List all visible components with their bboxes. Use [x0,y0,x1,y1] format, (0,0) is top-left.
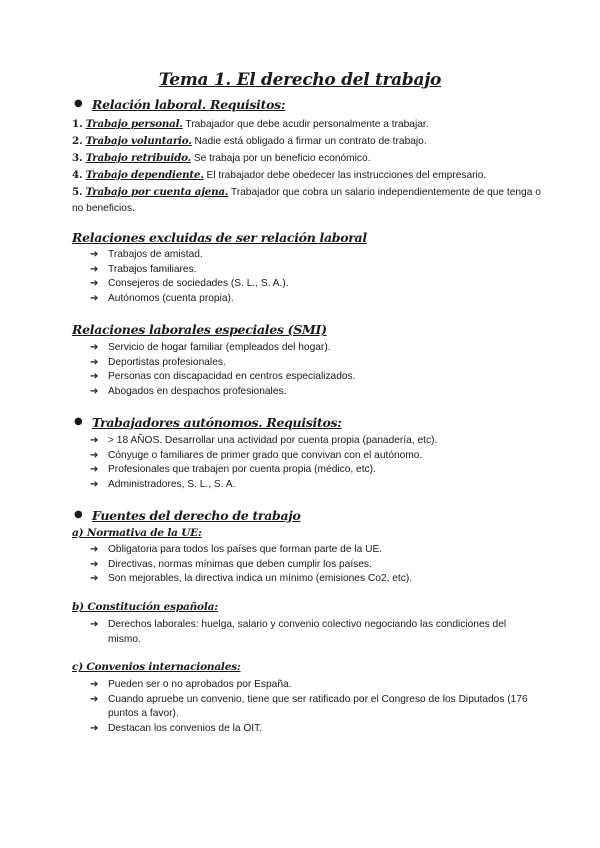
list-item: ➔ Profesionales que trabajen por cuenta propia (médico, etc). [90,463,530,478]
arrow-right-icon: ➔ [90,693,99,705]
arrow-right-icon: ➔ [90,356,99,368]
excluidas-list [90,248,530,307]
list-item: ➔ Autónomos (cuenta propia). [90,292,530,307]
list-item: ➔ Abogados en despachos profesionales. [90,385,530,400]
list-item: ➔ Cónyuge o familiares de primer grado que convivan con el autónomo. [90,449,530,464]
arrow-right-icon: ➔ [90,449,99,461]
arrow-right-icon: ➔ [90,573,99,585]
section-heading-autonomos: ● Trabajadores autónomos. Requisitos: [92,415,342,430]
requisito-item: 3. Trabajo retribuido. Se trabaja por un beneficio económico. [72,152,371,164]
arrow-right-icon: ➔ [90,263,99,275]
list-item: ➔ Son mejorables, la directiva indica un mínimo (emisiones Co2, etc). [90,572,530,587]
list-item: ➔ Trabajos de amistad. [90,248,530,263]
arrow-right-icon: ➔ [90,479,99,491]
list-item: ➔ Servicio de hogar familiar (empleados del hogar). [90,341,530,356]
autonomos-list [90,434,530,493]
subheading-constitucion: b) Constitución española: [72,601,218,613]
list-item: ➔ Cuando apruebe un convenio, tiene que ser ratificado por el Congreso de los Diputados (176 puntos a favor). [90,693,528,720]
arrow-right-icon: ➔ [90,619,99,630]
section-heading-especiales: Relaciones laborales especiales (SMI) [72,322,327,337]
subheading-convenios: c) Convenios internacionales: [72,661,241,673]
arrow-right-icon: ➔ [90,293,99,305]
list-item: ➔ Derechos laborales: huelga, salario y convenio colectivo negociando las condiciones del mismo. [90,619,507,645]
requisito-item: 4. Trabajo dependiente. El trabajador debe obedecer las instrucciones del empresario. [72,169,487,181]
arrow-right-icon: ➔ [90,371,99,383]
arrow-right-icon: ➔ [90,435,99,446]
arrow-right-icon: ➔ [90,544,99,555]
requisito-item: 2. Trabajo voluntario. Nadie está obligado a firmar un contrato de trabajo. [72,135,427,147]
convenios-list [90,678,530,737]
list-item: ➔ Directivas, normas mínimas que deben cumplir los países. [90,558,530,573]
normativa-ue-list [90,543,530,587]
constitucion-list [90,618,530,647]
arrow-right-icon: ➔ [90,464,99,476]
section-heading-relacion-laboral: ● Relación laboral. Requisitos: [92,97,285,112]
arrow-right-icon: ➔ [90,278,99,290]
list-item: ➔ Consejeros de sociedades (S. L., S. A.). [90,277,530,292]
requisito-item: 5. Trabajo por cuenta ajena. Trabajador que cobra un salario independientemente de que tenga o no beneficios. [72,186,541,214]
subheading-normativa-ue: a) Normativa de la UE: [72,527,202,539]
list-item: ➔ Obligatoria para todos los países que forman parte de la UE. [90,543,530,558]
list-item: ➔ Administradores, S. L., S. A. [90,478,530,493]
arrow-right-icon: ➔ [90,558,99,570]
requisito-item: 1. Trabajo personal. Trabajador que debe acudir personalmente a trabajar. [72,118,429,130]
list-item: ➔ Trabajos familiares. [90,263,530,278]
arrow-right-icon: ➔ [90,723,99,735]
section-heading-excluidas: Relaciones excluidas de ser relación laboral [72,230,367,245]
requisitos-list [72,116,542,217]
list-item: ➔ > 18 AÑOS. Desarrollar una actividad por cuenta propia (panadería, etc). [90,434,530,449]
page-title: Tema 1. El derecho del trabajo [158,70,442,90]
list-item: ➔ Pueden ser o no aprobados por España. [90,678,530,693]
arrow-right-icon: ➔ [90,679,99,690]
arrow-right-icon: ➔ [90,249,99,260]
list-item: ➔ Personas con discapacidad en centros especializados. [90,370,530,385]
especiales-list [90,341,530,400]
arrow-right-icon: ➔ [90,386,99,398]
section-heading-fuentes: ● Fuentes del derecho de trabajo [92,508,301,523]
arrow-right-icon: ➔ [90,342,99,353]
list-item: ➔ Destacan los convenios de la OIT. [90,722,530,737]
list-item: ➔ Deportistas profesionales. [90,356,530,371]
